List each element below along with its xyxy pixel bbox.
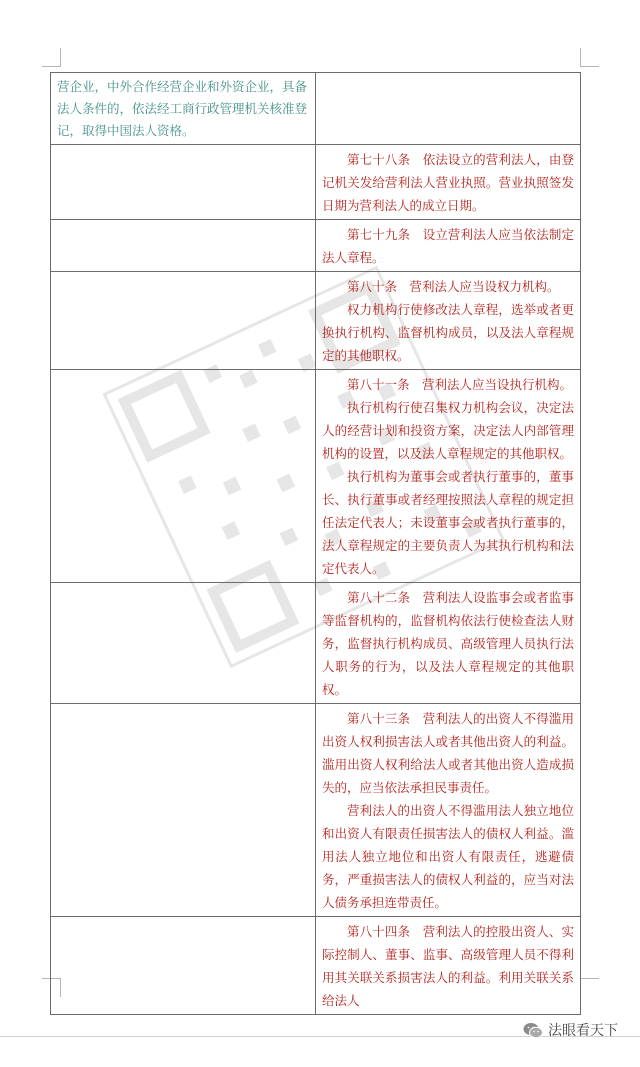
footer-brand-label: 法眼看天下 xyxy=(548,1023,618,1039)
article-text xyxy=(322,707,574,914)
table-row xyxy=(51,704,581,917)
article-text xyxy=(322,223,574,269)
article-paragraph: 第八十二条 营利法人设监事会或者监事等监督机构的，监督机构依法行使检查法人财务，监督执行机构成员、高级管理人员执行法人职务的行为，以及法人章程规定的其他职权。 xyxy=(322,590,574,697)
article-paragraph: 第八十条 营利法人应当设权力机构。 xyxy=(347,279,560,294)
left-cell xyxy=(51,583,316,704)
table-row xyxy=(51,370,581,583)
article-paragraph: 权力机构行使修改法人章程，选举或者更换执行机构、监督机构成员，以及法人章程规定的其他职权。 xyxy=(322,302,574,363)
article-paragraph: 执行机构为董事会或者执行董事的，董事长、执行董事或者经理按照法人章程的规定担任法定代表人；未设董事会或者执行董事的，法人章程规定的主要负责人为其执行机构和法定代表人。 xyxy=(322,469,574,576)
article-text xyxy=(322,275,574,367)
article-paragraph: 第七十九条 设立营利法人应当依法制定法人章程。 xyxy=(322,227,574,265)
table-row xyxy=(51,272,581,370)
article-text xyxy=(322,920,574,1012)
crop-mark-top-left xyxy=(42,48,61,67)
left-cell xyxy=(51,704,316,917)
article-cell xyxy=(316,917,581,1015)
article-cell xyxy=(316,220,581,272)
left-cell xyxy=(51,370,316,583)
article-cell xyxy=(316,272,581,370)
right-cell xyxy=(316,73,581,145)
table-row xyxy=(51,917,581,1015)
article-paragraph: 执行机构行使召集权力机构会议，决定法人的经营计划和投资方案，决定法人内部管理机构的设置，以及法人章程规定的其他职权。 xyxy=(322,400,574,461)
left-cell xyxy=(51,272,316,370)
table-row xyxy=(51,145,581,220)
comparison-table xyxy=(50,72,581,1015)
article-paragraph: 第八十三条 营利法人的出资人不得滥用出资人权利损害法人或者其他出资人的利益。滥用出资人权利给法人或者其他出资人造成损失的，应当依法承担民事责任。 xyxy=(322,711,574,795)
table-row xyxy=(51,73,581,145)
article-text xyxy=(322,373,574,580)
article-paragraph: 第八十一条 营利法人应当设执行机构。 xyxy=(347,377,573,392)
wechat-icon xyxy=(523,1022,543,1039)
article-paragraph: 第八十四条 营利法人的控股出资人、实际控制人、董事、监事、高级管理人员不得利用其关联关系损害法人的利益。利用关联关系给法人 xyxy=(322,924,574,1008)
article-cell xyxy=(316,370,581,583)
crop-mark-top-right xyxy=(580,48,599,67)
table-row xyxy=(51,220,581,272)
left-cell xyxy=(51,220,316,272)
article-text xyxy=(322,148,574,217)
left-cell xyxy=(51,73,316,145)
article-cell xyxy=(316,145,581,220)
left-cell xyxy=(51,917,316,1015)
left-fragment-text: 营企业，中外合作经营企业和外资企业，具备法人条件的，依法经工商行政管理机关核准登记，取得中国法人资格。 xyxy=(57,79,308,138)
footer-brand xyxy=(523,1020,618,1040)
article-text xyxy=(322,586,574,701)
left-cell xyxy=(51,145,316,220)
article-cell xyxy=(316,704,581,917)
article-paragraph: 第七十八条 依法设立的营利法人，由登记机关发给营利法人营业执照。营业执照签发日期为营利法人的成立日期。 xyxy=(322,152,574,213)
table-row xyxy=(51,583,581,704)
crop-mark-bottom-right xyxy=(580,978,599,997)
article-cell xyxy=(316,583,581,704)
article-paragraph: 营利法人的出资人不得滥用法人独立地位和出资人有限责任损害法人的债权人利益。滥用法人独立地位和出资人有限责任，逃避债务，严重损害法人的债权人利益的，应当对法人债务承担连带责任。 xyxy=(322,803,574,910)
